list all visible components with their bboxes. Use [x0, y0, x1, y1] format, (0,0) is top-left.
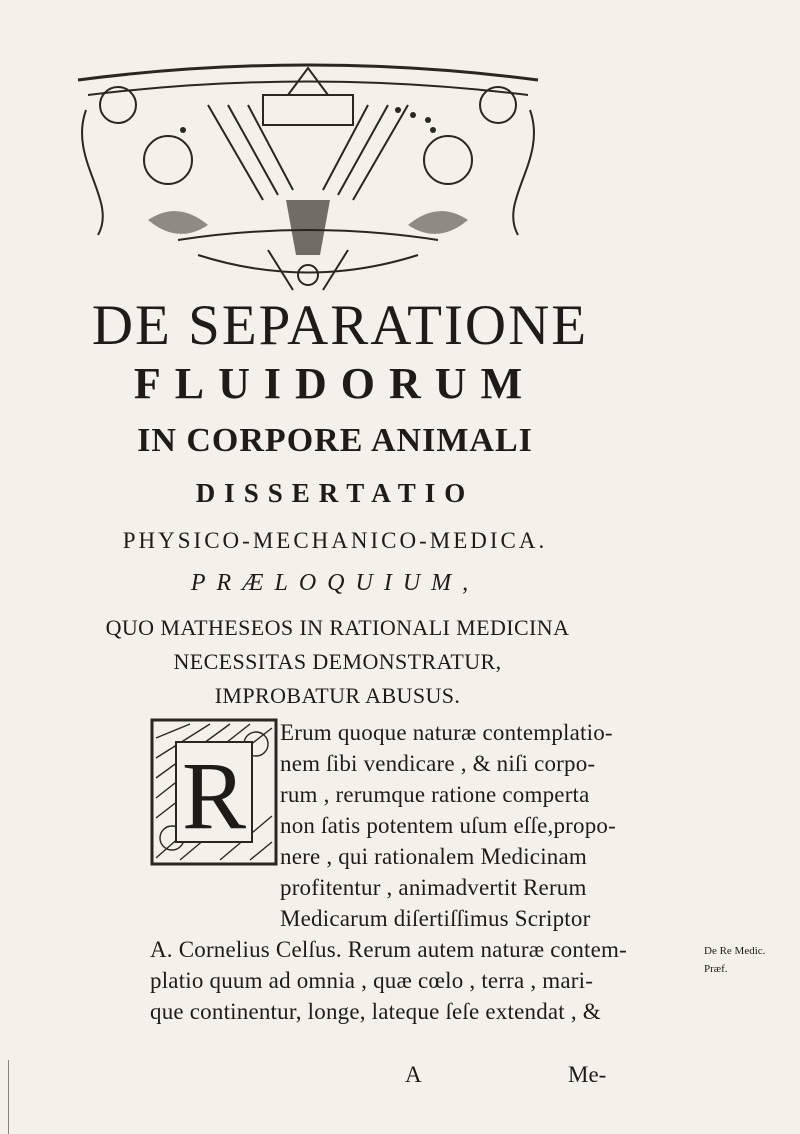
text-line: nem ſibi vendicare , & niſi corpo-: [280, 751, 596, 776]
decorated-initial-letter: [150, 718, 278, 866]
ornamental-headpiece: [58, 50, 558, 300]
text-line: rum , rerumque ratione comperta: [280, 782, 590, 807]
text-line: A. Cornelius Celſus. Rerum autem naturæ contem-: [150, 937, 627, 962]
subtitle-line-1: QUO MATHESEOS IN RATIONALI MEDICINA: [105, 615, 570, 640]
signature-mark: A: [405, 1062, 422, 1087]
title-line-5: PHYSICO-MECHANICO-MEDICA.: [122, 528, 548, 553]
title-line-1: DE SEPARATIONE: [91, 294, 589, 357]
text-line: Erum quoque naturæ contemplatio-: [280, 720, 613, 745]
subtitle-line-3: IMPROBATUR ABUSUS.: [214, 683, 461, 708]
marginal-note-1: De Re Medic.: [704, 945, 766, 957]
subtitle-line-2: NECESSITAS DEMONSTRATUR,: [173, 649, 502, 674]
text-line: non ſatis potentem uſum eſſe,propo-: [280, 813, 616, 838]
text-line: Medicarum diſertiſſimus Scriptor: [280, 906, 591, 931]
title-line-4: DISSERTATIO: [195, 478, 475, 508]
text-line: platio quum ad omnia , quæ cœlo , terra , mari-: [150, 968, 594, 993]
title-line-3: IN CORPORE ANIMALI: [137, 422, 533, 459]
title-line-6: PRÆLOQUIUM,: [190, 570, 480, 596]
text-line: nere , qui rationalem Medicinam: [280, 844, 588, 869]
text-line: profitentur , animadvertit Rerum: [280, 875, 587, 900]
page-edge-line: [8, 1060, 9, 1134]
marginal-note-2: Præf.: [704, 963, 728, 975]
initial-letter-text: R: [181, 742, 247, 849]
text-line: que continentur, longe, lateque ſeſe extendat , &: [150, 999, 601, 1024]
catchword: Me-: [568, 1062, 607, 1087]
title-line-2: FLUIDORUM: [133, 359, 537, 408]
